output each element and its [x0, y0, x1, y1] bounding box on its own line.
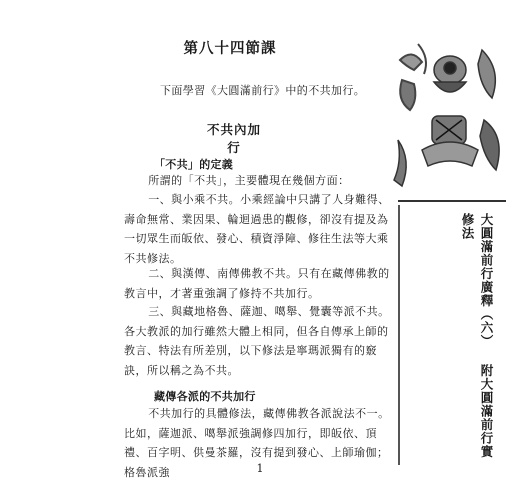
endless-knot-icon	[422, 116, 478, 166]
paragraph: 三、與藏地格魯、薩迦、噶舉、覺囊等派不共。各大教派的加行雖然大體上相同，但各自傳承上師的教言、特法有所差別，以下修法是寧瑪派獨有的竅訣，所以稱之為不共。	[124, 305, 390, 377]
side-divider	[398, 200, 506, 202]
side-title-line-2: 附大圓滿前行實修法	[460, 213, 494, 459]
subheading-schools: 藏傳各派的不共加行	[154, 390, 256, 403]
page-number: 1	[256, 462, 264, 475]
side-title-line-1: 大圓滿前行廣釋（六）	[479, 213, 494, 348]
section-heading: 不共內加行	[206, 122, 261, 155]
paragraph: 所謂的「不共」，主要體現在幾個方面：	[148, 174, 350, 187]
page-title: 第八十四節課	[183, 41, 277, 57]
paragraph: 二、與漢傳、南傳佛教不共。只有在藏傳佛教的教言中，才著重強調了修持不共加行。	[124, 267, 390, 300]
subheading-definition: 「不共」的定義	[154, 158, 234, 171]
lotus-ornament-icon	[434, 56, 466, 92]
side-border	[398, 205, 400, 465]
paragraph: 不共加行的具體修法，藏傳佛教各派說法不一。比如，薩迦派、噶舉派強調修四加行，即皈依、頂禮、百字明、供曼茶羅，沒有提到發心、上師瑜伽；格魯派強	[124, 407, 390, 479]
vajra-ornament-icon	[400, 44, 426, 110]
paragraph: 一、與小乘不共。小乘經論中只講了人身難得、壽命無常、業因果、輪迴過患的觀修，卻沒有提及為一切眾生而皈依、發心、積資淨障、修往生法等大乘不共修法。	[124, 193, 390, 265]
ornament-figures	[392, 40, 510, 195]
intro-text: 下面學習《大圓滿前行》中的不共加行。	[160, 84, 366, 97]
side-title	[404, 213, 496, 463]
